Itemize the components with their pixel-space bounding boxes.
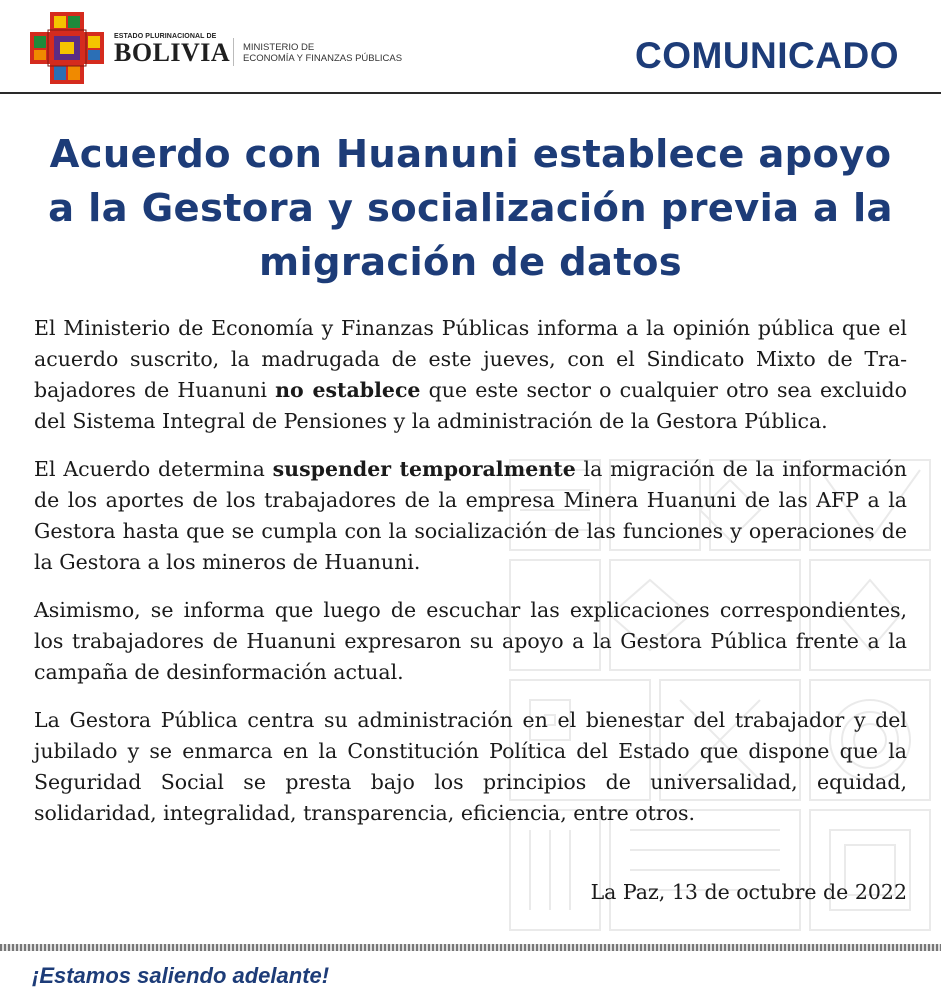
paragraph-1-text-end: que este sector o cualquier otro sea excluido del Sistema Integral de Pensiones y la administración de la Gestora Pública. — [34, 378, 907, 433]
paragraph-3: Asimismo, se informa que luego de escuchar las explicaciones correspondientes, los trabajadores de Huanuni expresaron su apoyo a la Gestora Pública frente a la campaña de desinformación actual. — [34, 598, 907, 684]
ministry-line-2: ECONOMÍA Y FINANZAS PÚBLICAS — [243, 53, 403, 64]
ministry-name — [243, 42, 402, 64]
slogan: ¡Estamos saliendo adelante! — [32, 963, 330, 988]
bolivia-chakana-logo-icon — [30, 12, 104, 84]
estado-label: ESTADO PLURINACIONAL DE — [114, 33, 217, 40]
paragraph-4: La Gestora Pública centra su administración en el bienestar del trabajador y del jubilado y se enmarca en la Constitución Política del Estado que dispone que la Seguridad Social se presta bajo los principios de universalidad, equidad, solidaridad, integralidad, transparencia, eficiencia, entre otros. — [34, 708, 907, 825]
paragraph-1-text-start: El Ministerio de Economía y Finanzas Públicas informa a la opinión pública que el acuerdo suscrito, la madrugada de este jueves, con el Sindicato Mixto de Trabajadores de Huanuni — [34, 316, 907, 402]
paragraph-2-text-start: El Acuerdo determina — [34, 457, 273, 481]
page-title: Acuerdo con Huanuni establece apoyo a la Gestora y socialización previa a la migración de datos — [48, 132, 893, 285]
paragraph-2 — [34, 454, 907, 578]
header-rule — [0, 92, 941, 94]
communique-body — [34, 313, 907, 846]
signing-date: La Paz, 13 de octubre de 2022 — [590, 880, 907, 904]
header — [0, 0, 941, 92]
country-name: BOLIVIA — [114, 38, 231, 67]
paragraph-2-emphasis: suspender temporalmente — [272, 457, 576, 481]
header-divider — [233, 38, 234, 66]
paragraph-1 — [34, 313, 907, 437]
paragraph-1-emphasis: no establece — [275, 378, 421, 402]
paragraph-2-text-end: la migración de la información de los aportes de los trabajadores de la empresa Minera Huanuni de las AFP a la Gestora hasta que se cumpla con la socialización de las funciones y operaciones de la Gestora a los mineros de Huanuni. — [34, 457, 907, 574]
ministry-line-1: MINISTERIO DE — [243, 42, 315, 53]
document-type: COMUNICADO — [635, 35, 899, 76]
footer-rule — [0, 944, 941, 951]
